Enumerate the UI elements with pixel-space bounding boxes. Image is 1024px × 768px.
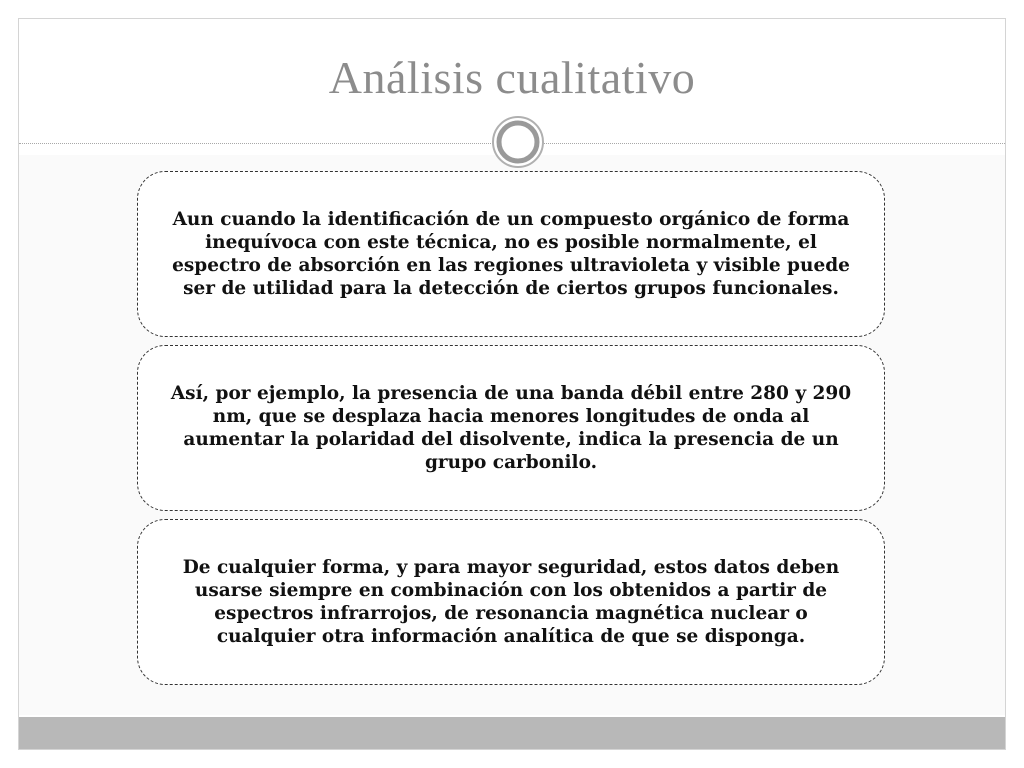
slide [18,18,1006,750]
slide-title: Análisis cualitativo [328,52,696,103]
text-box-identification [137,171,885,337]
ring-ornament-icon [491,115,545,169]
paragraph-combination: De cualquier forma, y para mayor seguridad, estos datos deben usarse siempre en combinación con los obtenidos a partir de espectros infrarrojos, de resonancia magnética nuclear o cualquier otra información analítica de que se disponga. [182,557,840,647]
text-box-combination [137,519,885,685]
footer-bar [19,717,1005,750]
paragraph-identification: Aun cuando la identificación de un compuesto orgánico de forma inequívoca con este técnica, no es posible normalmente, el espectro de absorción en las regiones ultravioleta y visible puede ser de utilidad para la detección de ciertos grupos funcionales. [172,209,850,299]
paragraph-carbonyl: Así, por ejemplo, la presencia de una banda débil entre 280 y 290 nm, que se desplaza hacia menores longitudes de onda al aumentar la polaridad del disolvente, indica la presencia de un grupo carbonilo. [170,383,852,473]
text-box-carbonyl [137,345,885,511]
